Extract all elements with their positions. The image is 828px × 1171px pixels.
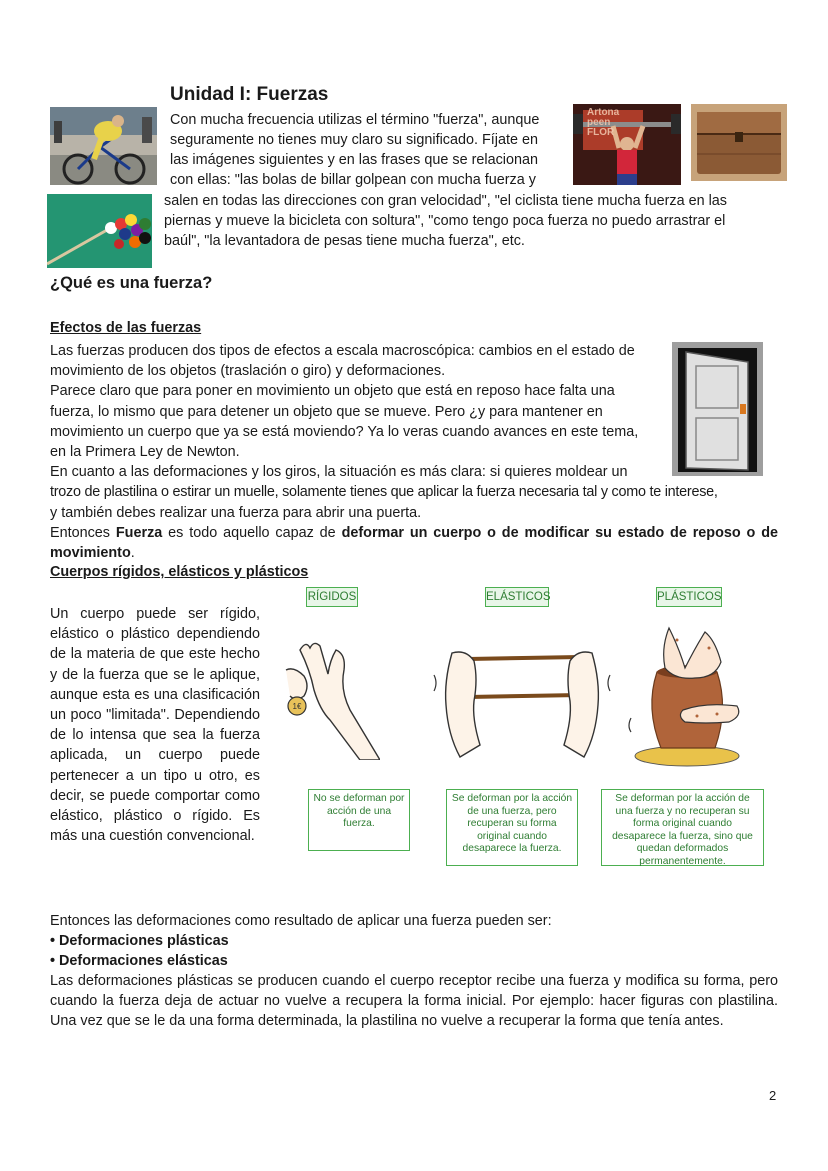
intro-line-6: piernas y mueve la bicicleta con soltura", "como tengo poca fuerza no puedo arrastrar el [164,213,726,229]
rigid-hand-illustration [280,630,380,760]
effects-line-8: trozo de plastilina o estirar un muelle, solamente tienes que aplicar la fuerza necesaria tal y como te interese, [50,484,718,500]
caption-rigidos: No se deforman por acción de una fuerza. [308,789,410,851]
effects-line-3: Parece claro que para poner en movimiento un objeto que está en reposo hace falta una [50,383,615,399]
cyclist-photo [50,107,157,185]
coin-text: 1€ [292,702,302,711]
effects-line-6: en la Primera Ley de Newton. [50,444,240,460]
plastic-pottery-illustration [625,618,750,768]
effects-line-9: y también debes realizar una fuerza para abrir una puerta. [50,505,422,521]
label-rigidos: RÍGIDOS [306,587,358,607]
deformation-item-plastic: • Deformaciones plásticas [50,933,229,949]
page-number: 2 [769,1088,777,1103]
bodies-heading: Cuerpos rígidos, elásticos y plásticos [50,564,309,580]
intro-line-7: baúl", "la levantadora de pesas tiene mucha fuerza", etc. [164,233,525,249]
deformation-item-elastic: • Deformaciones elásticas [50,953,228,969]
intro-line-3: las imágenes siguientes y en las frases que se relacionan [170,152,538,168]
weightlifter-photo [573,104,681,185]
intro-line-5: salen en todas las direcciones con gran velocidad", "el ciclista tiene mucha fuerza en las [164,193,727,209]
effects-line-4: fuerza, lo mismo que para detener un objeto que se mueve. Pero ¿y para mantener en [50,404,603,420]
force-definition: Entonces Fuerza es todo aquello capaz de deformar un cuerpo o de modificar su estado de reposo o de movimiento. [50,525,779,562]
elastic-hands-illustration [430,645,615,760]
effects-line-1: Las fuerzas producen dos tipos de efectos a escala macroscópica: cambios en el estado de [50,343,635,359]
billiard-photo [47,194,152,268]
caption-elasticos: Se deforman por la acción de una fuerza, pero recuperan su forma original cuando desaparece la fuerza. [446,789,578,866]
effects-line-2: movimiento de los objetos (traslación o giro) y deformaciones. [50,363,446,379]
bodies-description: Un cuerpo puede ser rígido, elástico o plástico dependiendo de la materia de que este hecho y de la fuerza que se le aplique, aunque esta es una clasificación un poco "limitada". Dependiendo de lo intensa que sea la fuerza aplicada, un cuerpo puede pertenecer a un tipo u otro, es decir, se puede comportar como elástico, plástico o rígido. Es más una cuestión convencional. [50,606,260,845]
section-heading: ¿Qué es una fuerza? [50,274,213,292]
chest-photo [691,104,787,181]
deformations-intro: Entonces las deformaciones como resultado de aplicar una fuerza pueden ser: [50,913,552,929]
deformations-paragraph: Las deformaciones plásticas se producen cuando el cuerpo receptor recibe una fuerza y modifica su forma, pero cuando la fuerza deja de actuar no vuelve a recupera la forma inicial. Por ejemplo: hacer figuras con plastilina. Una vez que se le da una forma determinada, la plastilina no vuelve a recuperar la forma que tenía antes. [50,973,778,1030]
effects-line-7: En cuanto a las deformaciones y los giros, la situación es más clara: si quieres moldear un [50,464,628,480]
weightlifter-banner: Artona peen FLOR [587,107,620,138]
caption-plasticos: Se deforman por la acción de una fuerza y no recuperan su forma original cuando desaparece la fuerza, sino que quedan deformados permanentemente. [601,789,764,866]
effects-line-5: movimiento un cuerpo que ya se está moviendo? Ya lo veras cuando avances en este tema, [50,424,639,440]
effects-heading: Efectos de las fuerzas [50,320,202,336]
intro-line-1: Con mucha frecuencia utilizas el término "fuerza", aunque [170,112,540,128]
intro-line-2: seguramente no tienes muy claro su significado. Fíjate en [170,132,538,148]
intro-line-4: con ellas: "las bolas de billar golpean con mucha fuerza y [170,172,536,188]
label-elasticos: ELÁSTICOS [485,587,549,607]
door-illustration [670,340,765,478]
label-plasticos: PLÁSTICOS [656,587,722,607]
page-title: Unidad I: Fuerzas [170,84,329,105]
